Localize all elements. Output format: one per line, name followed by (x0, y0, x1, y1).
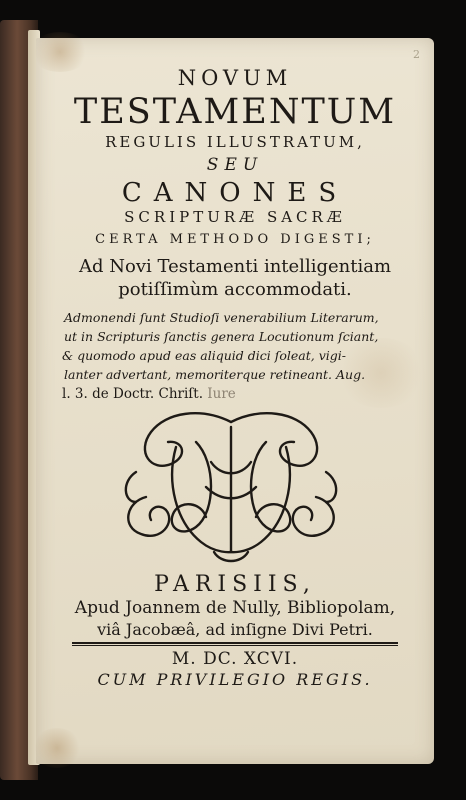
divider-rule-thin (72, 645, 398, 646)
quote-line-4: lanter advertant, memoriterque retineant. Aug. (64, 367, 366, 382)
title-line-testamentum: TESTAMENTUM (73, 92, 397, 132)
quote-line-2: ut in Scripturis ſanctis genera Locutionum ſciant, (64, 329, 379, 344)
divider-rule-thick (72, 642, 398, 644)
stain-bottom-left (32, 728, 82, 768)
publication-year: M. DC. XCVI. (171, 649, 299, 669)
quote-line-1: Admonendi ſunt Studioſi venerabilium Literarum, (64, 310, 379, 325)
royal-privilege: CUM PRIVILEGIO REGIS. (97, 670, 373, 689)
imprint-publisher: Apud Joannem de Nully, Bibliopolam, (74, 598, 396, 618)
imprint-address: viâ Jacobæâ, ad inſigne Divi Petri. (97, 620, 373, 639)
subtitle-line-1: Ad Novi Testamenti intelligentiam (78, 256, 392, 277)
title-line-canones: CANONES (121, 178, 349, 208)
corner-pencil-mark: 2 (413, 48, 420, 61)
title-line-novum: NOVUM (177, 66, 293, 90)
title-line-scripturae: SCRIPTURÆ SACRÆ (124, 208, 346, 226)
imprint-place: PARISIIS, (154, 572, 316, 597)
title-line-regulis: REGULIS ILLUSTRATUM, (105, 133, 365, 151)
quote-citation: l. 3. de Doctr. Chriſt. (62, 386, 203, 402)
faint-handwritten-note: Iure (207, 386, 236, 402)
title-line-certa: CERTA METHODO DIGESTI; (95, 232, 375, 247)
title-page (36, 38, 434, 764)
title-line-seu: SEU (206, 155, 264, 175)
quote-line-5 (62, 386, 422, 402)
subtitle-line-2: potiſſimùm accommodati. (118, 279, 352, 300)
monogram-ornament (106, 402, 356, 572)
quote-line-3: & quomodo apud eas aliquid dici ſoleat, vigi- (62, 348, 346, 363)
